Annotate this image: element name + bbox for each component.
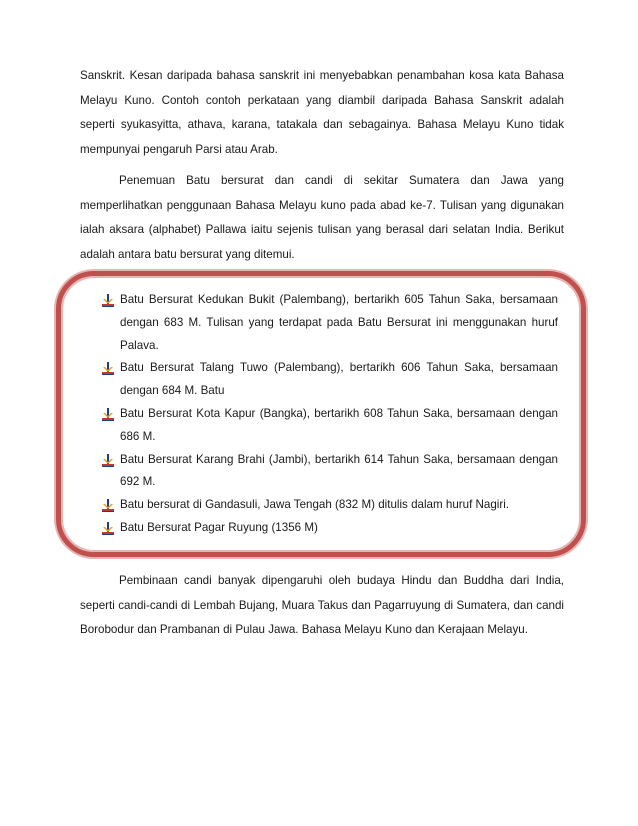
list-item: [102, 517, 558, 540]
arrow-bullet-icon: [102, 293, 114, 307]
paragraph-inscription-discovery: Penemuan Batu bersurat dan candi di sekitar Sumatera dan Jawa yang memperlihatkan penggunaan Bahasa Melayu kuno pada abad ke-7. Tulisan yang digunakan ialah aksara (alphabet) Pallawa iaitu sejenis tulisan yang berasal dari selatan India. Berikut adalah antara batu bersurat yang ditemui.: [80, 174, 564, 261]
list-item: [102, 357, 558, 403]
inscription-text: Batu Bersurat Kedukan Bukit (Palembang), bertarikh 605 Tahun Saka, bersamaan dengan 683 M. Tulisan yang terdapat pada Batu Bersurat ini menggunakan huruf Palava.: [120, 293, 558, 352]
paragraph-sanskrit-influence: Sanskrit. Kesan daripada bahasa sanskrit ini menyebabkan penambahan kosa kata Bahasa Melayu Kuno. Contoh contoh perkataan yang diambil daripada Bahasa Sanskrit adalah seperti syukasyitta, athava, karana, tatakala dan sebagainya. Bahasa Melayu Kuno tidak mempunyai pengaruh Parsi atau Arab.: [80, 69, 564, 156]
inscription-text: Batu Bersurat Karang Brahi (Jambi), bertarikh 614 Tahun Saka, bersamaan dengan 692 M.: [120, 452, 558, 489]
list-item: [102, 449, 558, 495]
inscription-text: Batu Bersurat Kota Kapur (Bangka), bertarikh 608 Tahun Saka, bersamaan dengan 686 M.: [120, 406, 558, 443]
paragraph-temple-construction: Pembinaan candi banyak dipengaruhi oleh budaya Hindu dan Buddha dari India, seperti candi-candi di Lembah Bujang, Muara Takus dan Pagarruyung di Sumatera, dan candi Borobodur dan Prambanan di Pulau Jawa. Bahasa Melayu Kuno dan Kerajaan Melayu.: [80, 574, 564, 637]
inscription-list: [102, 289, 558, 540]
arrow-bullet-icon: [102, 453, 114, 467]
list-item: [102, 403, 558, 449]
arrow-bullet-icon: [102, 361, 114, 375]
inscription-text: Batu bersurat di Gandasuli, Jawa Tengah (832 M) ditulis dalam huruf Nagiri.: [120, 498, 510, 512]
arrow-bullet-icon: [102, 521, 114, 535]
list-item: [102, 494, 558, 517]
arrow-bullet-icon: [102, 407, 114, 421]
inscription-text: Batu Bersurat Pagar Ruyung (1356 M): [120, 520, 318, 534]
arrow-bullet-icon: [102, 498, 114, 512]
list-item: [102, 289, 558, 357]
inscription-text: Batu Bersurat Talang Tuwo (Palembang), bertarikh 606 Tahun Saka, bersamaan dengan 684 M. Batu: [120, 361, 558, 398]
